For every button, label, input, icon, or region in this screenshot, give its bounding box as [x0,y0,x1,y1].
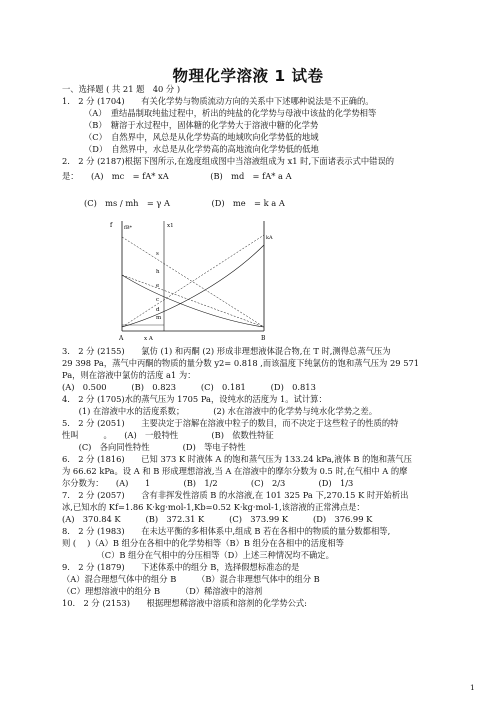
question-line: 29 398 Pa，蒸气中丙酮的物质的量分数 y2= 0.818 ,而该温度下纯氯仿的饱和蒸气压为 29 571 [62,358,420,368]
question-line: (A) 370.84 K (B) 372.31 K (C) 373.99 K (D) 376.99 K [62,514,373,524]
question-line: 则 ( )（A）B 组分在各相中的化学势相等（B）B 组分在各相中的活度相等 [62,538,344,548]
end-label-b: B [261,335,266,342]
question-line: （B） 糖溶于水过程中，固体糖的化学势大于溶液中糖的化学势 [84,120,319,130]
page-number: 1 [470,683,475,692]
question-line: 10. 2 分 (2153) 根据理想稀溶液中溶质和溶剂的化学势公式: [62,598,307,608]
point-label-m: m [156,315,162,321]
fugacity-composition-diagram [104,215,284,343]
question-line: 性叫 。 (A) 一般特性 (B) 依数性特征 [62,430,274,440]
point-label-d: d [156,307,160,313]
ka-label: kA [266,235,273,241]
question-line: 5. 2 分 (2051) 主要决定于溶解在溶液中粒子的数目，而不决定于这些粒子的性质的特 [62,418,399,428]
question-line: 9. 2 分 (1879) 下述体系中的组分 B，选择假想标准态的是 [62,562,300,572]
question-line: 为 66.62 kPa。设 A 和 B 形成理想溶液,当 A 在溶液中的摩尔分数为 0.5 时,在气相中 A 的摩 [62,466,408,476]
question-line: Pa，则在溶液中氯仿的活度 a1 为： [62,370,196,380]
question-line: 2. 2 分 (2187)根据下图所示,在逸度组成图中当溶液组成为 x1 时,下面诸表示式中错误的 [62,156,395,166]
point-label-e: e [156,283,160,289]
question-line: （C） 自然界中，风总是从化学势高的地域吹向化学势低的地域 [84,132,319,142]
question-line: 尔分数为： (A) 1 (B) 1/2 (C) 2/3 (D) 1/3 [62,478,354,488]
question-line: 4. 2 分 (1705)水的蒸气压为 1705 Pa，设纯水的活度为 1。试计算： [62,394,327,404]
point-label-s: s [156,251,159,257]
question-line: （A） 重结晶制取纯盐过程中，析出的纯盐的化学势与母液中该盐的化学势相等 [84,108,377,118]
question-line: 是： (A) mc = fA* xA (B) md = fA* a A [62,171,292,181]
question-line: （C）B 组分在气相中的分压相等（D）上述三种情况均不确定。 [84,550,334,560]
b-raoult-line [122,235,264,327]
question-line: 6. 2 分 (1816) 已知 373 K 时液体 A 的饱和蒸气压为 133.24 kPa,液体 B 的饱和蒸气压 [62,454,412,464]
question-line: 7. 2 分 (2057) 含有非挥发性溶质 B 的水溶液,在 101 325 Pa 下,270.15 K 时开始析出 [62,490,409,500]
y-axis-label-2: fB* [124,225,133,231]
point-label-c: c [156,297,160,303]
question-line: (C) 各向同性特性 (D) 等电子特性 [62,442,246,452]
curve-b [122,245,264,327]
question-line: (A) 0.500 (B) 0.823 (C) 0.181 (D) 0.813 [62,382,316,392]
question-line: （D） 自然界中，水总是从化学势高的高地流向化学势低的低地 [84,144,319,154]
raoult-line [122,275,264,327]
section-heading: 一、选择题 ( 共 21 题 40 分 ) [62,84,181,94]
question-line: 8. 2 分 (1983) 在未达平衡的多相体系中,组成 B 若在各相中的物质的量分数都相等, [62,526,391,536]
x1-label: x1 [167,223,174,229]
y-axis-label: f [110,222,113,229]
end-label-a: A [119,335,124,342]
question-line: (1) 在溶液中水的活度系数； (2) 水在溶液中的化学势与纯水化学势之差。 [62,406,378,416]
question-line: 3. 2 分 (2155) 氯仿 (1) 和丙酮 (2) 形成非理想液体混合物,在 T 时,测得总蒸气压为 [62,346,391,356]
question-line: （A）混合理想气体中的组分 B （B）混合非理想气体中的组分 B [62,574,320,584]
question-line: (C) ms / mh = γ A (D) me = k a A [84,198,285,208]
question-line: 1. 2 分 (1704) 有关化学势与物质流动方向的关系中下述哪种说法是不正确的。 [62,96,374,106]
henry-line [122,237,264,327]
point-label-h: h [156,269,160,275]
x-axis-label: x A [144,336,153,342]
page-title: 物理化学溶液 1 试卷 [172,67,324,85]
question-line: （C）理想溶液中的组分 B （D）稀溶液中的溶剂 [62,586,263,596]
question-line: 冰,已知水的 Kf=1.86 K·kg·mol-1,Kb=0.52 K·kg·mol-1,该溶液的正常沸点是： [62,502,365,512]
